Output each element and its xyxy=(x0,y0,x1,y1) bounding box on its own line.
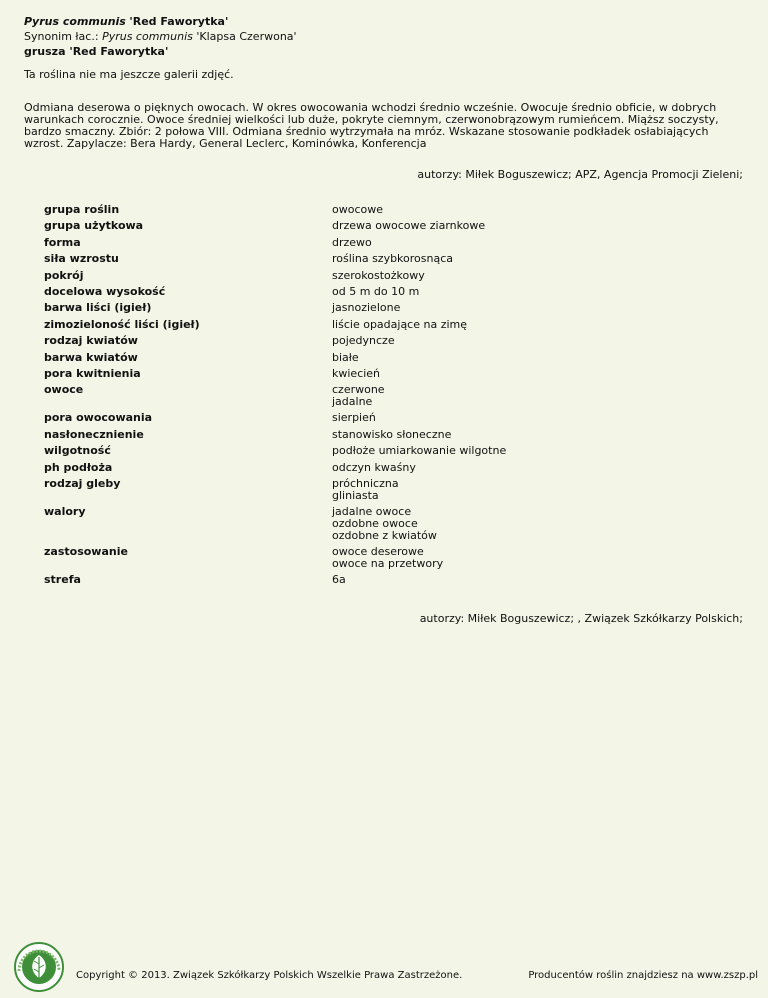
attribute-value-line: kwiecień xyxy=(332,367,381,381)
attribute-value xyxy=(332,572,346,588)
zszp-logo xyxy=(7,941,71,998)
copyright: Copyright © 2013. Związek Szkółkarzy Polskich Wszelkie Prawa Zastrzeżone. xyxy=(76,970,463,981)
attribute-value xyxy=(332,333,395,349)
attribute-key: forma xyxy=(44,235,81,249)
attribute-value-line: czerwone xyxy=(332,383,385,397)
attribute-value-line: ozdobne z kwiatów xyxy=(332,529,437,543)
cultivar-name: 'Red Faworytka' xyxy=(129,15,229,28)
synonym-line xyxy=(24,29,297,44)
attribute-value xyxy=(332,443,506,459)
attribute-row xyxy=(44,235,506,251)
no-gallery-notice: Ta roślina nie ma jeszcze galerii zdjęć. xyxy=(24,68,234,81)
attribute-key: walory xyxy=(44,505,86,519)
attribute-value-line: owoce na przetwory xyxy=(332,557,444,571)
attribute-value xyxy=(332,410,376,426)
attribute-row xyxy=(44,202,506,218)
attribute-row xyxy=(44,460,506,476)
attribute-value xyxy=(332,202,383,218)
attribute-value-line: szerokostożkowy xyxy=(332,268,425,282)
attribute-value-line: owoce deserowe xyxy=(332,545,424,559)
attribute-value xyxy=(332,300,400,316)
attribute-key: owoce xyxy=(44,383,84,397)
attribute-row xyxy=(44,382,506,410)
attribute-key: rodzaj gleby xyxy=(44,477,121,491)
plant-title xyxy=(24,14,297,29)
attribute-row xyxy=(44,317,506,333)
attribute-value-line: stanowisko słoneczne xyxy=(332,427,452,441)
attribute-row xyxy=(44,476,506,504)
attribute-key: grupa użytkowa xyxy=(44,219,144,233)
attribute-value-line: podłoże umiarkowanie wilgotne xyxy=(332,444,507,458)
attribute-row xyxy=(44,427,506,443)
attribute-key: zastosowanie xyxy=(44,545,128,559)
attribute-key: zimozieloność liści (igieł) xyxy=(44,317,200,331)
attribute-key: grupa roślin xyxy=(44,203,120,216)
attribute-value xyxy=(332,235,372,251)
attribute-value-line: drzewo xyxy=(332,235,372,249)
attribute-value-line: drzewa owocowe ziarnkowe xyxy=(332,219,486,233)
attribute-row xyxy=(44,572,506,588)
attribute-value xyxy=(332,268,425,284)
authors-description: autorzy: Miłek Boguszewicz; APZ, Agencja Promocji Zieleni; xyxy=(417,168,743,181)
attribute-value-line: gliniasta xyxy=(332,489,379,503)
attribute-row xyxy=(44,300,506,316)
attribute-value-line: pojedyncze xyxy=(332,334,395,348)
attribute-value-line: od 5 m do 10 m xyxy=(332,285,420,299)
attribute-value xyxy=(332,350,359,366)
synonym-cultivar: 'Klapsa Czerwona' xyxy=(192,30,297,43)
attribute-row xyxy=(44,333,506,349)
attribute-value xyxy=(332,544,443,572)
attribute-value xyxy=(332,317,467,333)
attribute-key: rodzaj kwiatów xyxy=(44,334,138,348)
attribute-key: strefa xyxy=(44,573,81,587)
attribute-key: ph podłoża xyxy=(44,460,113,474)
attribute-value xyxy=(332,504,437,544)
polish-name: grusza 'Red Faworytka' xyxy=(24,45,169,58)
attribute-key: nasłonecznienie xyxy=(44,427,144,441)
attribute-key: pora kwitnienia xyxy=(44,367,141,381)
attribute-value-line: ozdobne owoce xyxy=(332,517,418,531)
attribute-row xyxy=(44,251,506,267)
attribute-value-line: roślina szybkorosnąca xyxy=(332,252,454,266)
attribute-value-line: próchniczna xyxy=(332,477,399,491)
attribute-value xyxy=(332,366,380,382)
attribute-row xyxy=(44,443,506,459)
attributes-table xyxy=(44,202,506,589)
attribute-key: wilgotność xyxy=(44,444,111,458)
attribute-value xyxy=(332,218,485,234)
attribute-value-line: jadalne xyxy=(332,395,373,409)
attribute-row xyxy=(44,284,506,300)
attribute-value-line: białe xyxy=(332,350,359,364)
attribute-value-line: liście opadające na zimę xyxy=(332,317,468,331)
attribute-value xyxy=(332,382,385,410)
attribute-key: barwa liści (igieł) xyxy=(44,301,152,315)
attribute-value xyxy=(332,460,416,476)
latin-name: Pyrus communis xyxy=(24,15,126,28)
attribute-value xyxy=(332,427,451,443)
attribute-value-line: owocowe xyxy=(332,203,383,216)
plant-header xyxy=(24,14,297,59)
attribute-value-line: sierpień xyxy=(332,411,376,425)
attribute-row xyxy=(44,268,506,284)
attribute-key: pokrój xyxy=(44,268,84,282)
producers-link[interactable]: Producentów roślin znajdziesz na www.zszp.pl xyxy=(528,970,758,981)
attribute-row xyxy=(44,504,506,544)
attribute-value xyxy=(332,284,419,300)
attribute-row xyxy=(44,366,506,382)
attribute-row xyxy=(44,410,506,426)
attribute-value-line: 6a xyxy=(332,573,346,587)
attribute-value-line: odczyn kwaśny xyxy=(332,460,416,474)
description: Odmiana deserowa o pięknych owocach. W okres owocowania wchodzi średnio wcześnie. Owocuje średnio obficie, w dobrych warunkach corocznie. Owoce średniej wielkości lub duże, pokryte ciemnym, czerwonobrązowym rumieńcem. Miąższ soczysty, bardzo smaczny. Zbiór: 2 połowa VIII. Odmiana średnio wytrzymała na mróz. Wskazane stosowanie podkładek osłabiających wzrost. Zapylacze: Bera Hardy, General Leclerc, Kominówka, Konferencja xyxy=(24,101,719,150)
attribute-value-line: jasnozielone xyxy=(332,301,401,315)
synonym-prefix: Synonim łac.: xyxy=(24,30,103,43)
synonym-latin: Pyrus communis xyxy=(102,30,193,43)
attribute-key: barwa kwiatów xyxy=(44,350,138,364)
attribute-value xyxy=(332,476,399,504)
attribute-key: pora owocowania xyxy=(44,411,153,425)
attribute-value xyxy=(332,251,453,267)
attribute-value-line: jadalne owoce xyxy=(332,505,412,519)
attribute-row xyxy=(44,544,506,572)
attribute-row xyxy=(44,350,506,366)
attribute-key: siła wzrostu xyxy=(44,252,119,266)
authors-attributes: autorzy: Miłek Boguszewicz; , Związek Szkółkarzy Polskich; xyxy=(419,612,743,625)
attribute-row xyxy=(44,218,506,234)
attribute-key: docelowa wysokość xyxy=(44,285,166,299)
